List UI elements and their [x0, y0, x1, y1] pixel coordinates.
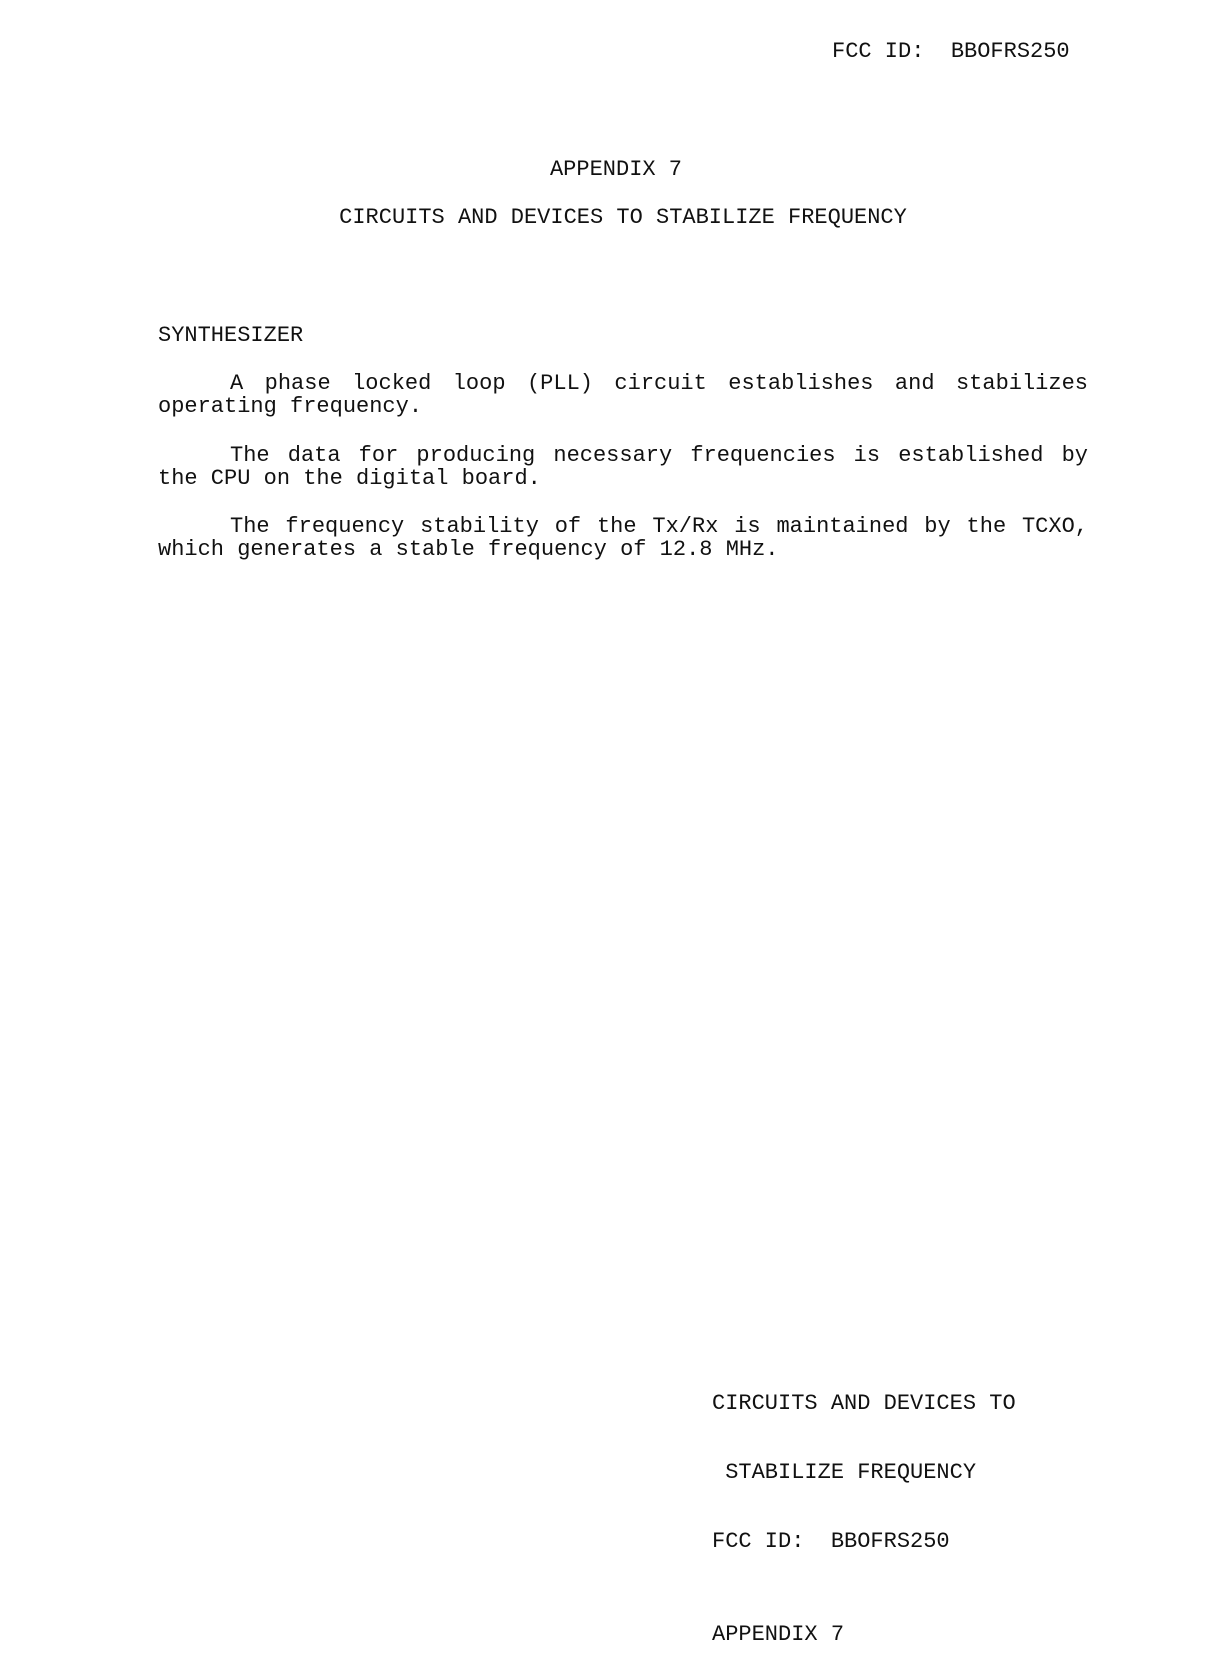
- footer-title-line-1: CIRCUITS AND DEVICES TO: [712, 1391, 1016, 1416]
- footer-fcc-id: FCC ID: BBOFRS250: [712, 1529, 950, 1554]
- document-title: CIRCUITS AND DEVICES TO STABILIZE FREQUENCY: [339, 205, 907, 230]
- paragraph-text: The frequency stability of the Tx/Rx is maintained by the TCXO, which generates a stable frequency of 12.8 MHz.: [158, 514, 1088, 562]
- appendix-title: APPENDIX 7: [549, 157, 683, 182]
- footer-title-line-2: STABILIZE FREQUENCY: [712, 1460, 977, 1485]
- paragraph-cpu-data: [158, 444, 1088, 490]
- paragraph-tcxo: [158, 515, 1088, 561]
- paragraph-pll: [158, 372, 1088, 418]
- footer-appendix: APPENDIX 7: [712, 1622, 845, 1647]
- footer-block: [712, 1346, 1016, 1669]
- section-heading: SYNTHESIZER: [158, 323, 304, 348]
- paragraph-text: The data for producing necessary frequencies is established by the CPU on the digital board.: [158, 443, 1088, 491]
- paragraph-text: A phase locked loop (PLL) circuit establishes and stabilizes operating frequency.: [158, 371, 1088, 419]
- header-fcc-id: FCC ID: BBOFRS250: [832, 39, 1070, 64]
